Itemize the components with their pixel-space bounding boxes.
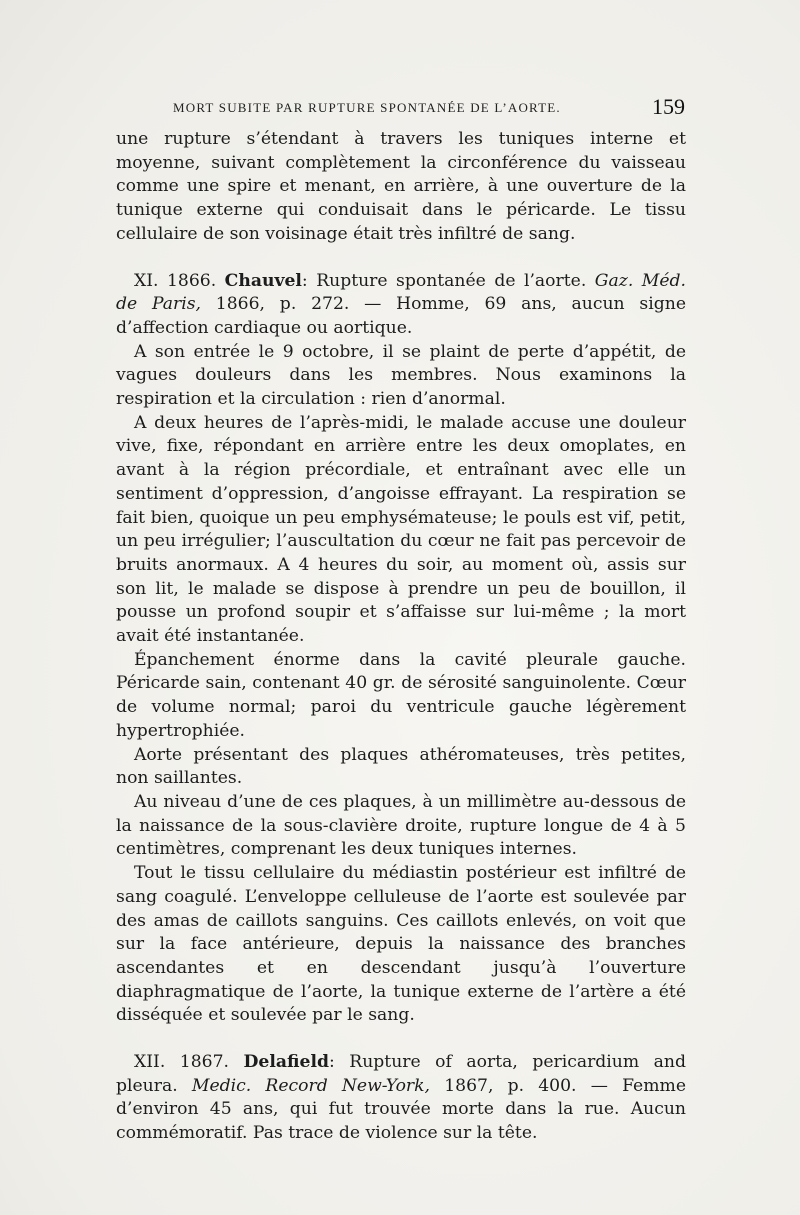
case-xi-number: XI. 1866. — [134, 270, 217, 291]
case-xii-journal: Medic. Record New-York, — [191, 1075, 431, 1096]
case-xi-author: Chauvel — [224, 270, 302, 291]
paragraph-symptoms: A deux heures de l’après-midi, le malade accuse une douleur vive, fixe, répondant en arrière entre les deux omoplates, en avant à la région précordiale, et entraînant avec elle un sentiment d’oppression, d’angoisse effrayant. La respiration se fait bien, quoique un peu emphysémateuse; le pouls est vif, petit, un peu irrégulier; l’auscultation du cœur ne fait pas percevoir de bruits anormaux. A 4 heures du soir, au moment où, assis sur son lit, le malade se dispose à prendre un peu de bouillon, il pousse un profond soupir et s’affaisse sur lui-même ; la mort avait été instantanée. — [116, 412, 686, 647]
case-xi-details: 1866, p. 272. — Homme, 69 ans, aucun signe d’affection cardiaque ou aortique. — [116, 294, 686, 338]
page-number: 159 — [652, 94, 685, 119]
case-xi-heading — [116, 270, 686, 341]
case-xii-author: Delafield — [243, 1052, 329, 1073]
paragraph-autopsy: Épanchement énorme dans la cavité pleurale gauche. Péricarde sain, contenant 40 gr. de sérosité sanguinolente. Cœur de volume normal; paroi du ventricule gauche légèrement hypertrophiée. — [116, 649, 686, 741]
paragraph-continuation: une rupture s’étendant à travers les tuniques interne et moyenne, suivant complètement la circonférence du vaisseau comme une spire et menant, en arrière, à une ouverture de la tunique externe qui conduisait dans le péricarde. Le tissu cellulaire de son voisinage était très infiltré de sang. — [116, 129, 686, 244]
body-text — [116, 128, 686, 1146]
paragraph-mediastinum: Tout le tissu cellulaire du médiastin postérieur est infiltré de sang coagulé. L’enveloppe celluleuse de l’aorte est soulevée par des amas de caillots sanguins. Ces caillots enlevés, on voit que sur la face antérieure, depuis la naissance des branches ascendantes et en descendant jusqu’à l’ouverture diaphragmatique de l’aorte, la tunique externe de l’artère a été disséquée et soulevée par le sang. — [116, 863, 686, 1026]
page-header — [115, 90, 685, 124]
paragraph-admission: A son entrée le 9 octobre, il se plaint de perte d’appétit, de vagues douleurs dans les membres. Nous examinons la respiration et la circulation : rien d’anormal. — [116, 341, 686, 410]
paragraph-rupture: Au niveau d’une de ces plaques, à un millimètre au-dessous de la naissance de la sous-clavière droite, rupture longue de 4 à 5 centimètres, comprenant les deux tuniques internes. — [116, 791, 686, 860]
running-title: MORT SUBITE PAR RUPTURE SPONTANÉE DE L’AORTE. — [173, 100, 561, 115]
case-xii-heading — [116, 1051, 686, 1146]
case-xi-title: : Rupture spontanée de l’aorte. — [301, 270, 587, 291]
paragraph-aorta: Aorte présentant des plaques athéromateuses, très petites, non saillantes. — [116, 744, 686, 789]
case-xi-journal: Gaz. Méd. de Paris, — [116, 270, 686, 315]
case-xii-details: 1867, p. 400. — Femme d’environ 45 ans, qui fut trouvée morte dans la rue. Aucun commémoratif. Pas trace de violence sur la tête. — [116, 1075, 686, 1144]
case-xii-number: XII. 1867. — [134, 1052, 229, 1073]
case-xii-title: : Rupture of aorta, pericardium and pleura. — [116, 1052, 686, 1096]
